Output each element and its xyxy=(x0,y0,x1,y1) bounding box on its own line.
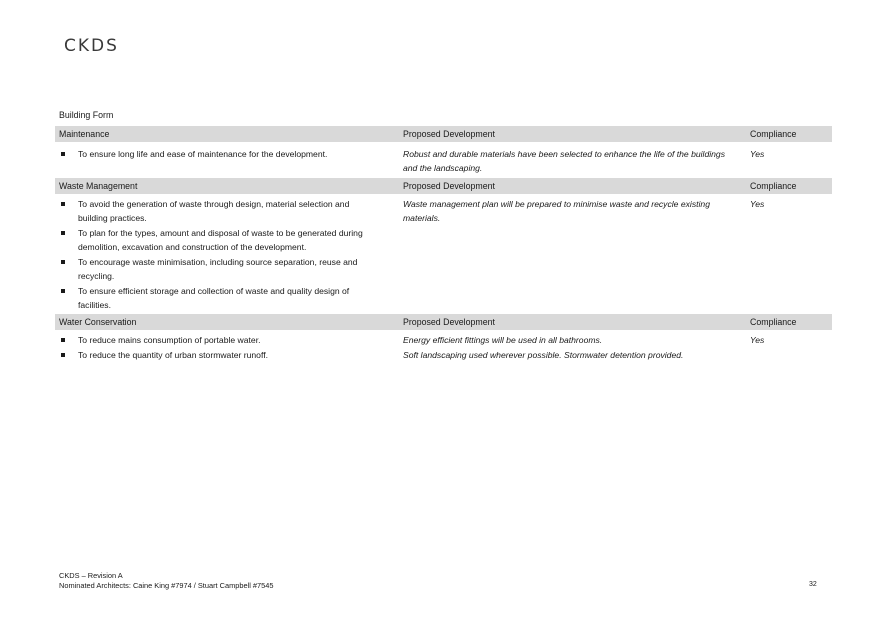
compliance-value: Yes xyxy=(750,149,765,159)
section-title: Building Form xyxy=(59,110,114,120)
section-header-water xyxy=(55,314,832,330)
page-number: 32 xyxy=(809,581,817,588)
section-header-waste xyxy=(55,178,832,194)
proposed-text: Robust and durable materials have been selected to enhance the life of the buildings and the landscaping. xyxy=(403,149,726,173)
bullet-icon xyxy=(61,231,65,235)
compliance-value: Yes xyxy=(750,335,765,345)
bullet-icon xyxy=(61,152,65,156)
list-item: To ensure efficient storage and collection of waste and quality design of facilities. xyxy=(59,284,369,312)
section-title-maintenance: Maintenance xyxy=(59,129,110,139)
proposed-text: Waste management plan will be prepared to minimise waste and recycle existing materials. xyxy=(403,199,710,223)
compliance-header: Compliance xyxy=(750,181,797,191)
proposed-text: Soft landscaping used wherever possible. Stormwater detention provided. xyxy=(403,350,684,360)
section-body-waste xyxy=(55,194,832,314)
list-item: To encourage waste minimisation, including source separation, reuse and recycling. xyxy=(59,255,369,283)
footer-revision: CKDS – Revision A xyxy=(59,571,123,580)
list-item: To reduce mains consumption of portable water. xyxy=(59,333,369,347)
compliance-table xyxy=(55,126,832,370)
bullet-icon xyxy=(61,289,65,293)
section-header-maintenance xyxy=(55,126,832,142)
section-body-maintenance xyxy=(55,142,832,178)
bullet-icon xyxy=(61,338,65,342)
proposed-header: Proposed Development xyxy=(403,181,495,191)
bullet-icon xyxy=(61,260,65,264)
compliance-header: Compliance xyxy=(750,317,797,327)
section-title-waste: Waste Management xyxy=(59,181,138,191)
footer-architects: Nominated Architects: Caine King #7974 / Stuart Campbell #7545 xyxy=(59,580,274,590)
section-body-water xyxy=(55,330,832,370)
list-item: To ensure long life and ease of maintenance for the development. xyxy=(59,147,369,161)
ckds-logo: CKDS xyxy=(64,36,119,56)
proposed-header: Proposed Development xyxy=(403,129,495,139)
list-item: To plan for the types, amount and disposal of waste to be generated during demolition, excavation and construction of the development. xyxy=(59,226,369,254)
list-item: To reduce the quantity of urban stormwater runoff. xyxy=(59,348,369,362)
compliance-value: Yes xyxy=(750,199,765,209)
list-item: To avoid the generation of waste through design, material selection and building practices. xyxy=(59,197,369,225)
bullet-icon xyxy=(61,202,65,206)
compliance-header: Compliance xyxy=(750,129,797,139)
proposed-header: Proposed Development xyxy=(403,317,495,327)
proposed-text: Energy efficient fittings will be used in all bathrooms. xyxy=(403,335,603,345)
footer xyxy=(59,571,273,590)
bullet-icon xyxy=(61,353,65,357)
section-title-water: Water Conservation xyxy=(59,317,137,327)
